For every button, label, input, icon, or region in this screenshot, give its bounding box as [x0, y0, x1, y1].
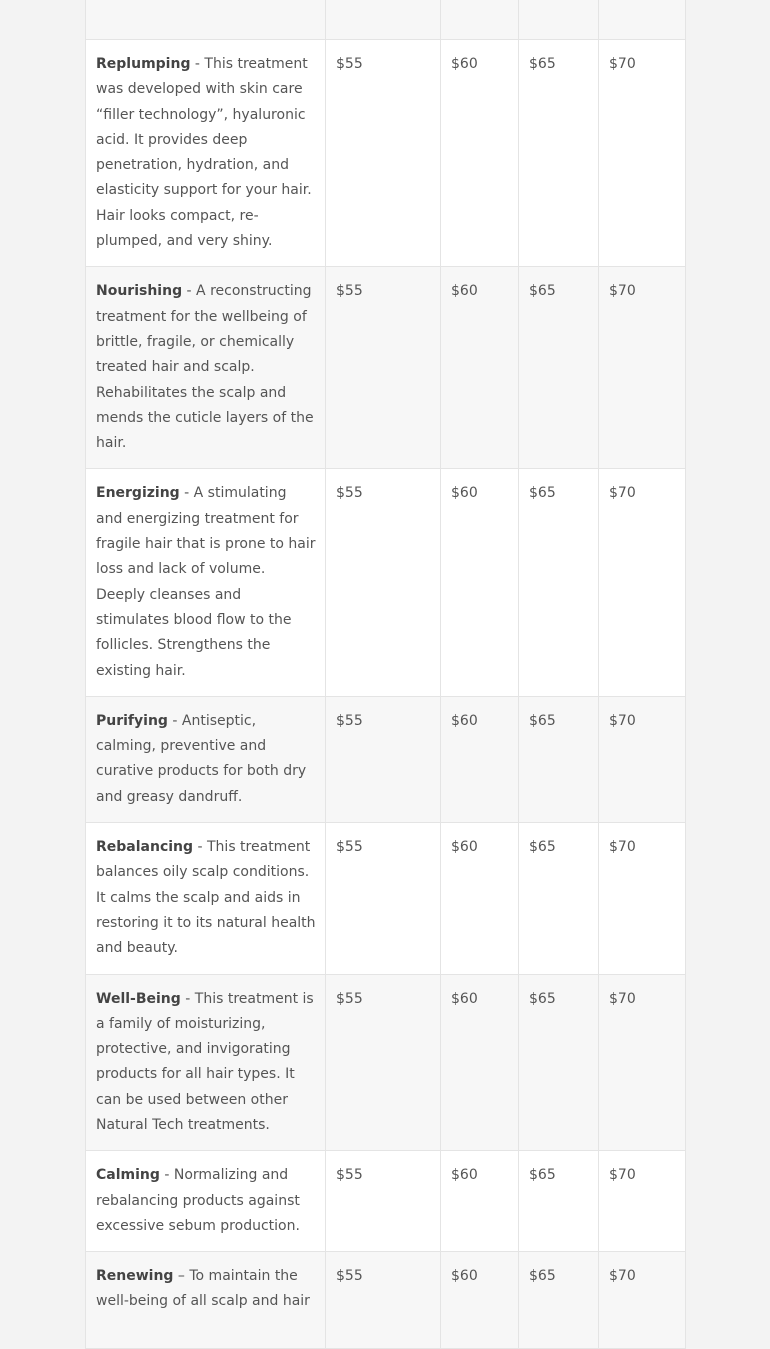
table-row — [86, 40, 686, 267]
price-cell: $70 — [599, 267, 686, 469]
price-cell: $65 — [519, 1252, 599, 1349]
treatment-description-cell — [86, 1151, 326, 1252]
treatment-description-cell — [86, 40, 326, 267]
treatment-name: Well-Being — [96, 990, 181, 1007]
table-row — [86, 823, 686, 974]
price-cell: $60 — [441, 823, 519, 974]
price-cell: $65 — [519, 696, 599, 822]
price-cell: $70 — [599, 974, 686, 1151]
treatment-description-cell — [86, 823, 326, 974]
treatment-price-table — [85, 0, 686, 1349]
table-row — [86, 0, 686, 40]
price-cell: $60 — [441, 1151, 519, 1252]
treatment-description: - Antiseptic, calming, preventive and curative products for both dry and greasy dandruff. — [96, 712, 307, 805]
price-cell: $55 — [326, 40, 441, 267]
treatment-description-cell — [86, 974, 326, 1151]
price-cell: $60 — [441, 696, 519, 822]
price-cell: $55 — [326, 823, 441, 974]
treatment-description-cell — [86, 1252, 326, 1349]
price-cell — [599, 0, 686, 40]
treatment-name: Calming — [96, 1167, 160, 1184]
price-cell: $70 — [599, 1151, 686, 1252]
treatment-name: Rebalancing — [96, 839, 194, 856]
treatment-name: Renewing — [96, 1268, 174, 1285]
treatment-description: - A reconstructing treatment for the wellbeing of brittle, fragile, or chemically treated hair and scalp. Rehabilitates the scalp and mends the cuticle layers of the hair. — [96, 283, 314, 452]
treatment-description: – To maintain the well-being of all scalp and hair — [96, 1268, 310, 1310]
price-cell: $60 — [441, 469, 519, 696]
treatment-name: Purifying — [96, 712, 168, 729]
price-cell: $70 — [599, 696, 686, 822]
price-cell — [441, 0, 519, 40]
price-cell: $60 — [441, 974, 519, 1151]
price-cell: $70 — [599, 469, 686, 696]
table-row — [86, 267, 686, 469]
treatment-description: - This treatment balances oily scalp conditions. It calms the scalp and aids in restoring it to its natural health and beauty. — [96, 839, 316, 957]
price-cell: $55 — [326, 267, 441, 469]
price-cell: $55 — [326, 1252, 441, 1349]
table-row — [86, 696, 686, 822]
price-cell: $70 — [599, 823, 686, 974]
treatment-description: - A stimulating and energizing treatment for fragile hair that is prone to hair loss and lack of volume. Deeply cleanses and stimulates blood flow to the follicles. Strengthens the existing hair. — [96, 485, 316, 679]
treatment-name: Replumping — [96, 56, 191, 72]
treatment-description: - Normalizing and rebalancing products against excessive sebum production. — [96, 1167, 300, 1234]
treatment-name: Nourishing — [96, 283, 183, 300]
price-cell: $60 — [441, 1252, 519, 1349]
price-cell: $55 — [326, 974, 441, 1151]
price-cell: $65 — [519, 974, 599, 1151]
price-cell: $65 — [519, 469, 599, 696]
treatment-price-table-wrapper — [85, 0, 685, 1349]
price-cell: $65 — [519, 823, 599, 974]
price-cell: $60 — [441, 40, 519, 267]
treatment-name: Energizing — [96, 485, 180, 502]
price-cell: $65 — [519, 1151, 599, 1252]
treatment-description-cell — [86, 696, 326, 822]
price-cell — [326, 0, 441, 40]
price-cell: $55 — [326, 1151, 441, 1252]
table-row — [86, 469, 686, 696]
price-cell: $65 — [519, 267, 599, 469]
price-cell: $55 — [326, 696, 441, 822]
treatment-description: - This treatment is a family of moisturizing, protective, and invigorating products for all hair types. It can be used between other Natural Tech treatments. — [96, 990, 314, 1133]
table-row — [86, 1252, 686, 1349]
price-cell: $65 — [519, 40, 599, 267]
price-cell: $70 — [599, 1252, 686, 1349]
treatment-description: - This treatment was developed with skin care “filler technology”, hyaluronic acid. It provides deep penetration, hydration, and elasticity support for your hair. Hair looks compact, re-plumped, and very shiny. — [96, 56, 312, 250]
treatment-description-cell — [86, 267, 326, 469]
price-cell: $60 — [441, 267, 519, 469]
treatment-description-cell — [86, 0, 326, 40]
table-row — [86, 1151, 686, 1252]
treatment-description-cell — [86, 469, 326, 696]
price-cell: $70 — [599, 40, 686, 267]
price-cell: $55 — [326, 469, 441, 696]
table-row — [86, 974, 686, 1151]
price-cell — [519, 0, 599, 40]
